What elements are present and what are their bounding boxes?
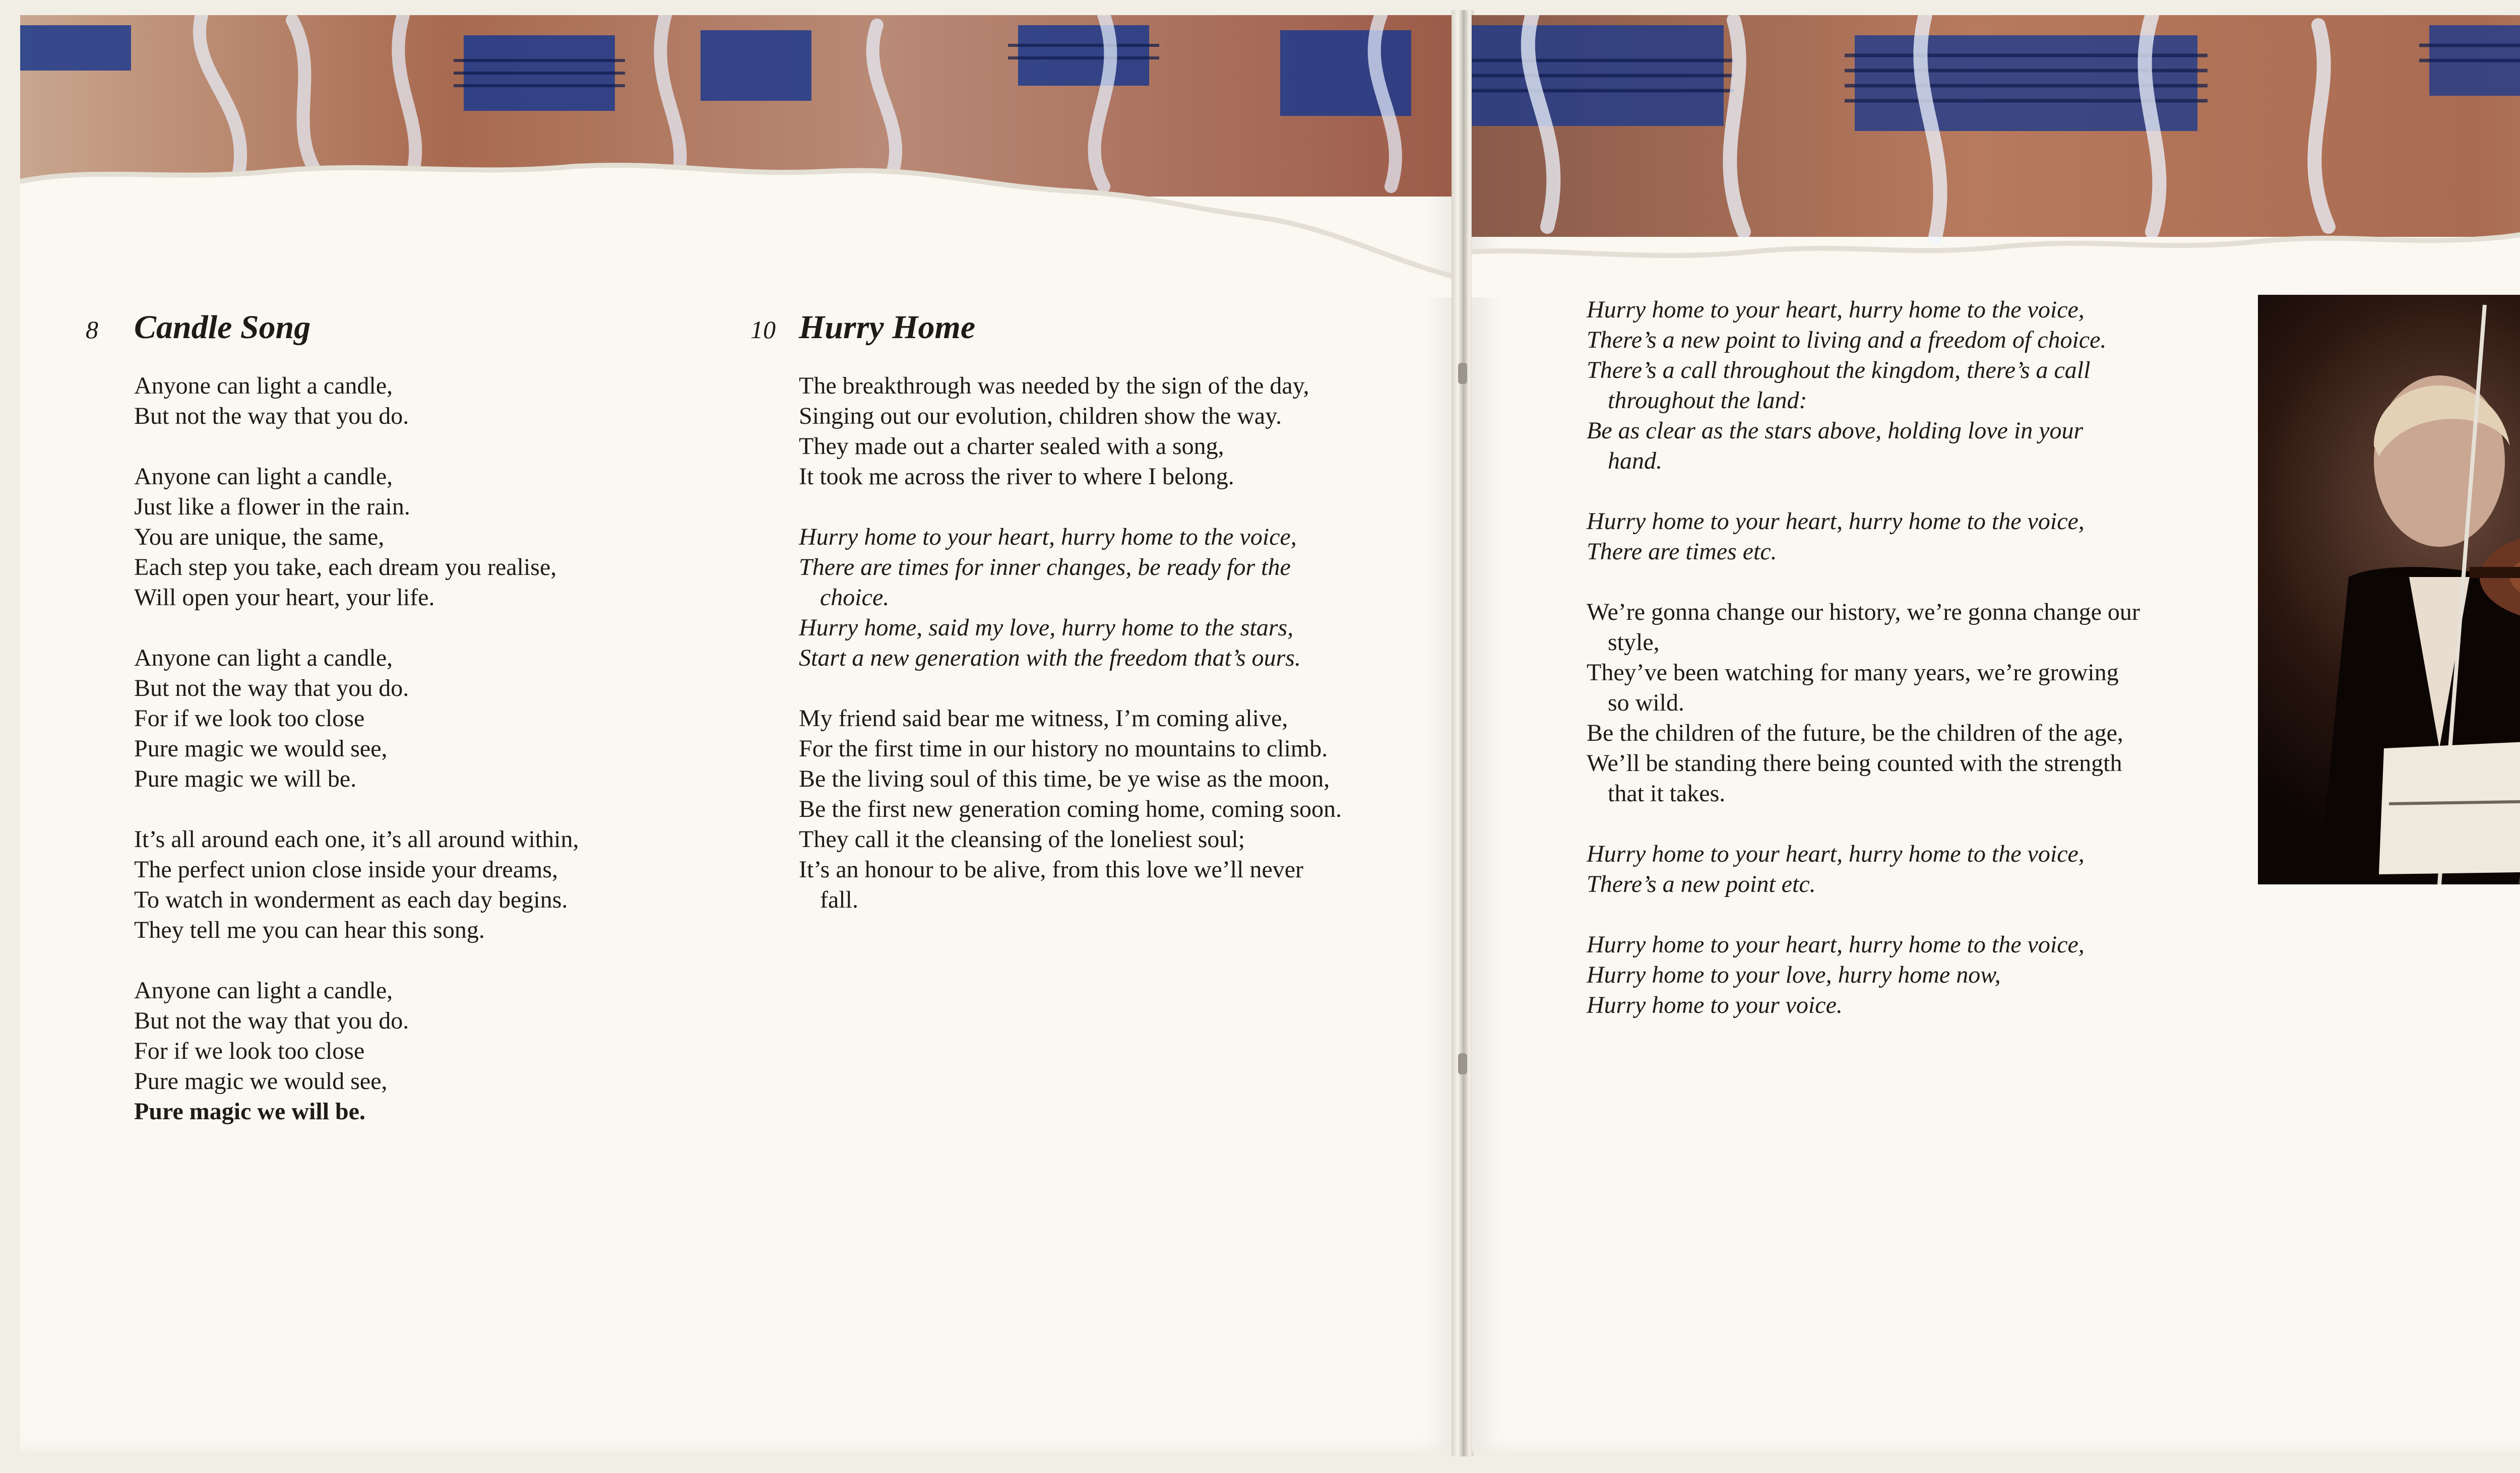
song-candle-song	[86, 309, 719, 1157]
lyric-line: Hurry home, said my love, hurry home to the stars,	[799, 614, 1294, 641]
lyric-line: There’s a call throughout the kingdom, there’s a call throughout the land:	[1587, 357, 2091, 414]
lyric-line: You are unique, the same,	[134, 524, 385, 550]
lyric-line: Hurry home to your heart, hurry home to the voice,	[1587, 508, 2085, 535]
chorus-stanza	[799, 522, 1343, 673]
lyric-line: But not the way that you do.	[134, 675, 409, 701]
lyric-line: The breakthrough was needed by the sign of the day,	[799, 372, 1309, 399]
lyric-line: Will open your heart, your life.	[134, 584, 435, 611]
lyric-line: Anyone can light a candle,	[134, 977, 393, 1004]
lyric-line: Hurry home to your heart, hurry home to the voice,	[799, 524, 1297, 550]
lyric-line: It took me across the river to where I belong.	[799, 463, 1234, 490]
lyric-line: There’s a new point to living and a freedom of choice.	[1587, 327, 2107, 353]
lyric-line: Hurry home to your heart, hurry home to the voice,	[1587, 841, 2085, 867]
lyric-line: We’re gonna change our history, we’re gonna change our style,	[1587, 599, 2140, 656]
lyric-line: For if we look too close	[134, 705, 365, 732]
song-heading	[750, 309, 1343, 346]
lyric-line: Pure magic we would see,	[134, 735, 388, 762]
lyric-line: There are times etc.	[1587, 538, 1777, 565]
song-hurry-home-continued	[1587, 295, 2141, 1051]
lyric-line: Each step you take, each dream you realise,	[134, 554, 557, 581]
chorus-stanza	[1587, 295, 2141, 476]
lyric-line: For the first time in our history no mountains to climb.	[799, 735, 1328, 762]
lyric-line: We’ll be standing there being counted with the strength that it takes.	[1587, 750, 2122, 807]
lyric-line: There’s a new point etc.	[1587, 871, 1816, 898]
lyric-line: They call it the cleansing of the loneliest soul;	[799, 826, 1245, 853]
lyric-line: Singing out our evolution, children show the way.	[799, 403, 1282, 429]
stanza	[134, 462, 719, 613]
lyric-line: They’ve been watching for many years, we’re growing so wild.	[1587, 659, 2119, 716]
stanza	[1587, 597, 2141, 809]
lyric-line-final: Pure magic we will be.	[134, 1098, 366, 1125]
lyric-line: Be as clear as the stars above, holding love in your hand.	[1587, 417, 2084, 474]
lyric-line: Be the first new generation coming home, coming soon.	[799, 796, 1342, 822]
chorus-stanza	[1587, 506, 2141, 567]
torn-header-artwork	[1472, 15, 2520, 297]
lyric-line: Pure magic we would see,	[134, 1068, 388, 1095]
track-number: 8	[86, 315, 98, 344]
torn-header-artwork	[20, 15, 1456, 297]
stanza	[134, 976, 719, 1127]
lyric-line: Be the living soul of this time, be ye wise as the moon,	[799, 765, 1330, 792]
chorus-stanza	[1587, 839, 2141, 900]
lyric-line: Anyone can light a candle,	[134, 463, 393, 490]
left-page	[20, 15, 1456, 1451]
violinist-photo-svg	[2258, 295, 2520, 884]
lyric-line: Be the children of the future, be the children of the age,	[1587, 720, 2123, 746]
header-artwork-svg	[20, 15, 1456, 297]
header-artwork-svg	[1472, 15, 2520, 297]
lyric-line: There are times for inner changes, be ready for the choice.	[799, 554, 1291, 611]
chorus-stanza	[1587, 930, 2141, 1020]
lyric-line: It’s an honour to be alive, from this love we’ll never fall.	[799, 856, 1304, 913]
lyric-line: Pure magic we will be.	[134, 765, 357, 792]
stanza	[134, 371, 719, 431]
lyric-line: My friend said bear me witness, I’m coming alive,	[799, 705, 1288, 732]
lyric-line: To watch in wonderment as each day begins.	[134, 886, 568, 913]
staple	[1458, 1053, 1467, 1074]
lyric-line: Anyone can light a candle,	[134, 372, 393, 399]
stanza	[134, 643, 719, 794]
song-hurry-home	[750, 309, 1343, 945]
lyric-line: The perfect union close inside your dreams,	[134, 856, 558, 883]
lyric-line: They tell me you can hear this song.	[134, 917, 485, 943]
lyric-line: But not the way that you do.	[134, 1007, 409, 1034]
lyric-line: But not the way that you do.	[134, 403, 409, 429]
staple	[1458, 363, 1467, 384]
stanza	[799, 371, 1343, 492]
stanza	[134, 824, 719, 945]
track-number: 10	[750, 315, 776, 344]
lyric-line: Hurry home to your heart, hurry home to the voice,	[1587, 931, 2085, 958]
stanza	[799, 703, 1343, 915]
lyric-line: They made out a charter sealed with a song,	[799, 433, 1224, 460]
song-heading	[86, 309, 719, 346]
lyric-line: Just like a flower in the rain.	[134, 493, 410, 520]
lyric-line: Hurry home to your love, hurry home now,	[1587, 962, 2001, 988]
lyric-line: It’s all around each one, it’s all around within,	[134, 826, 579, 853]
lyric-line: For if we look too close	[134, 1038, 365, 1064]
lyric-line: Hurry home to your voice.	[1587, 992, 1843, 1018]
lyric-line: Anyone can light a candle,	[134, 645, 393, 671]
lyric-line: Hurry home to your heart, hurry home to the voice,	[1587, 296, 2085, 323]
song-title: Hurry Home	[799, 309, 976, 346]
song-title: Candle Song	[134, 309, 311, 346]
lyric-line: Start a new generation with the freedom that’s ours.	[799, 645, 1301, 671]
violinist-photo	[2258, 295, 2520, 884]
booklet-spine	[1452, 10, 1474, 1456]
